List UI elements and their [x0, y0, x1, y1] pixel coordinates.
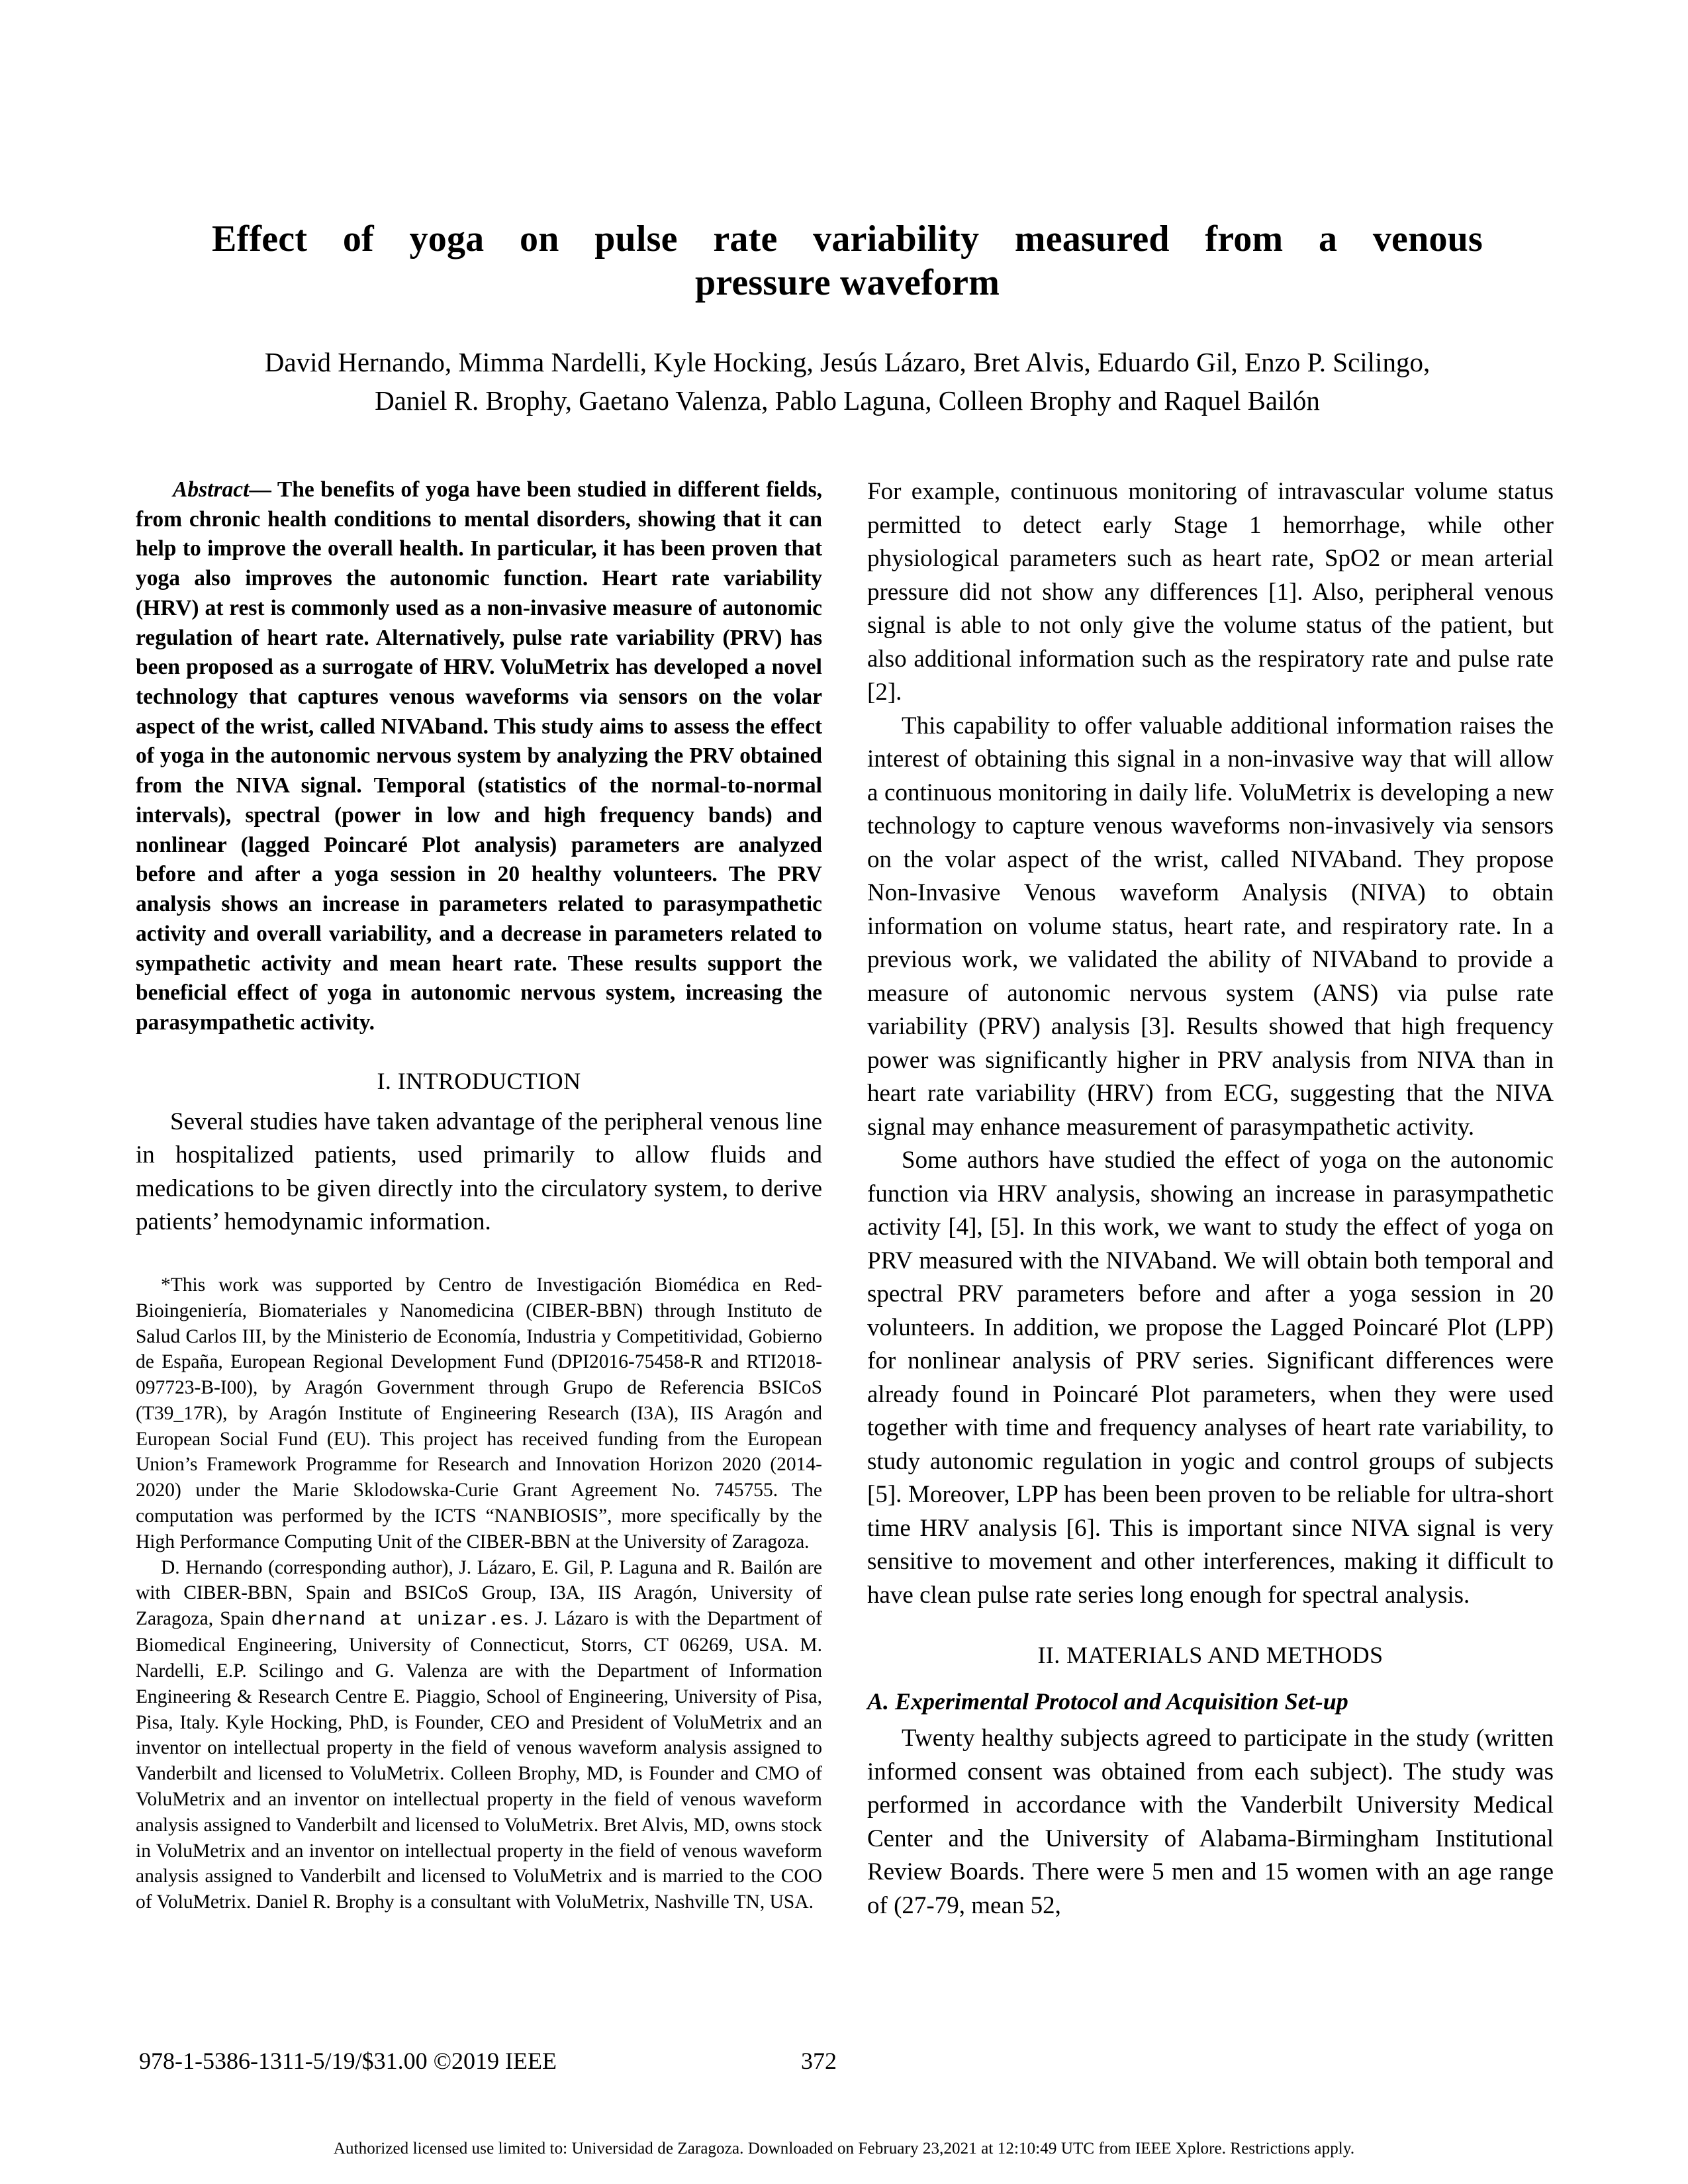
section-heading-introduction: I. INTRODUCTION — [377, 1067, 581, 1094]
abstract-label: Abstract — [173, 477, 250, 502]
footer-page-number: 372 — [801, 2048, 837, 2074]
introduction-paragraph-1: Several studies have taken advantage of the peripheral venous line in hospitalized patients, used primarily to allow fluids and medications to be given directly into the circulatory system, to derive patients’ hemodynamic information. — [136, 1108, 822, 1236]
materials-paragraph-1: Twenty healthy subjects agreed to participate in the study (written informed consent was obtained from each subject). The study was performed in accordance with the Vanderbilt University Medical Center and the University of Alabama-Birmingham Institutional Review Boards. There were 5 men and 15 women with an age range of (27-79, mean 52, — [867, 1725, 1554, 1919]
footnote-funding: *This work was supported by Centro de Investigación Biomédica en Red-Bioingeniería, Biomateriales y Nanomedicina (CIBER-BBN) through Instituto de Salud Carlos III, by the Ministerio de Economía, Industria y Competitividad, Gobierno de España, European Regional Development Fund (DPI2016-75458-R and RTI2018-097723-B-I00), by Aragón Government through Grupo de Referencia BSICoS (T39_17R), by Aragón Institute of Engineering Research (I3A), IIS Aragón and European Social Fund (EU). This project has received funding from the European Union’s Framework Programme for Research and Innovation Horizon 2020 (2014-2020) under the Marie Sklodowska-Curie Grant Agreement No. 745755. The computation was performed by the ICTS “NANBIOSIS”, more specifically by the High Performance Computing Unit of the CIBER-BBN at the University of Zaragoza. — [136, 1274, 822, 1552]
left-column — [136, 475, 822, 1239]
subsection-heading-experimental-protocol: A. Experimental Protocol and Acquisition Set-up — [867, 1688, 1348, 1715]
abstract-dash: — — [249, 477, 277, 502]
footer-isbn-copyright: 978-1-5386-1311-5/19/$31.00 ©2019 IEEE — [139, 2048, 557, 2074]
section-heading-materials-and-methods: II. MATERIALS AND METHODS — [1037, 1642, 1383, 1668]
affiliation-text-part-1: D. Hernando (corresponding author), J. Lázaro, E. Gil, P. Laguna and R. Bailón are with CIBER-BBN, Spain and BSICoS Group, I3A, IIS Aragón, University of Zaragoza, Spain — [136, 1556, 822, 1630]
author-list — [146, 343, 1549, 420]
footnote-affiliations — [136, 1555, 822, 1915]
title-line-1: Effect of yoga on pulse rate variability measured from a venous — [212, 218, 1483, 260]
abstract-paragraph — [136, 475, 822, 1038]
author-line-2: Daniel R. Brophy, Gaetano Valenza, Pablo Laguna, Colleen Brophy and Raquel Bailón — [375, 385, 1320, 416]
footer-license-notice: Authorized licensed use limited to: Universidad de Zaragoza. Downloaded on February 23,2021 at 12:10:49 UTC from IEEE Xplore. Restrictions apply. — [333, 2140, 1355, 2158]
title-block — [199, 192, 1496, 329]
right-paragraph-2: This capability to offer valuable additional information raises the interest of obtaining this signal in a non-invasive way that will allow a continuous monitoring in daily life. VoluMetrix is developing a new technology to capture venous waveforms non-invasively via sensors on the volar aspect of the wrist, called NIVAband. They propose Non-Invasive Venous waveform Analysis (NIVA) to obtain information on volume status, heart rate, and respiratory rate. In a previous work, we validated the ability of NIVAband to provide a measure of autonomic nervous system (ANS) via pulse rate variability (PRV) analysis [3]. Results showed that high frequency power was significantly higher in PRV analysis from NIVA than in heart rate variability (HRV) from ECG, suggesting that the NIVA signal may enhance measurement of parasympathetic activity. — [867, 712, 1554, 1141]
right-paragraph-3: Some authors have studied the effect of yoga on the autonomic function via HRV analysis, showing an increase in parasympathetic activity [4], [5]. In this work, we want to study the effect of yoga on PRV measured with the NIVAband. We will obtain both temporal and spectral PRV parameters before and after a yoga session in 20 volunteers. In addition, we propose the Lagged Poincaré Plot (LPP) for nonlinear analysis of PRV series. Significant differences were already found in Poincaré Plot parameters, when they were used together with time and frequency analyses of heart rate variability, to study autonomic regulation in yogic and control groups of subjects [5]. Moreover, LPP has been been proven to be reliable for ultra-short time HRV analysis [6]. This is important since NIVA signal is very sensitive to movement and other interferences, making it difficult to have clean pulse rate series long enough for spectral analysis. — [867, 1147, 1554, 1609]
corresponding-author-email: dhernand at unizar.es — [271, 1609, 524, 1631]
page-title — [199, 217, 1496, 305]
title-line-2: pressure waveform — [694, 261, 1000, 303]
footnote-block — [136, 1272, 822, 1915]
author-line-1: David Hernando, Mimma Nardelli, Kyle Hocking, Jesús Lázaro, Bret Alvis, Eduardo Gil, Enzo P. Scilingo, — [264, 347, 1430, 377]
right-column — [867, 475, 1554, 1923]
abstract-text: The benefits of yoga have been studied in different fields, from chronic health conditions to mental disorders, showing that it can help to improve the overall health. In particular, it has been proven that yoga also improves the autonomic function. Heart rate variability (HRV) at rest is commonly used as a non-invasive measure of autonomic regulation of heart rate. Alternatively, pulse rate variability (PRV) has been proposed as a surrogate of HRV. VoluMetrix has developed a novel technology that captures venous waveforms via sensors on the volar aspect of the wrist, called NIVAband. This study aims to assess the effect of yoga in the autonomic nervous system by analyzing the PRV obtained from the NIVA signal. Temporal (statistics of the normal-to-normal intervals), spectral (power in low and high frequency bands) and nonlinear (lagged Poincaré Plot analysis) parameters are analyzed before and after a yoga session in 20 healthy volunteers. The PRV analysis shows an increase in parameters related to parasympathetic activity and overall variability, and a decrease in parameters related to sympathetic activity and mean heart rate. These results support the beneficial effect of yoga in autonomic nervous system, increasing the parasympathetic activity. — [136, 477, 822, 1035]
right-paragraph-1: For example, continuous monitoring of intravascular volume status permitted to detect early Stage 1 hemorrhage, while other physiological parameters such as heart rate, SpO2 or mean arterial pressure did not show any differences [1]. Also, peripheral venous signal is able to not only give the volume status of the patient, but also additional information such as the respiratory rate and pulse rate [2]. — [867, 478, 1554, 706]
affiliation-text-part-2: . J. Lázaro is with the Department of Biomedical Engineering, University of Connecticut, Storrs, CT 06269, USA. M. Nardelli, E.P. Scilingo and G. Valenza are with the Department of Information Engineering & Research Centre E. Piaggio, School of Engineering, University of Pisa, Pisa, Italy. Kyle Hocking, PhD, is Founder, CEO and President of VoluMetrix and an inventor on intellectual property in the field of venous waveform analysis assigned to Vanderbilt and licensed to VoluMetrix. Colleen Brophy, MD, is Founder and CMO of VoluMetrix and an inventor on intellectual property in the field of venous waveform analysis assigned to Vanderbilt and licensed to VoluMetrix. Bret Alvis, MD, owns stock in VoluMetrix and an inventor on intellectual property in the field of venous waveform analysis assigned to Vanderbilt and licensed to VoluMetrix and is married to the COO of VoluMetrix. Daniel R. Brophy is a consultant with VoluMetrix, Nashville TN, USA. — [136, 1608, 822, 1913]
